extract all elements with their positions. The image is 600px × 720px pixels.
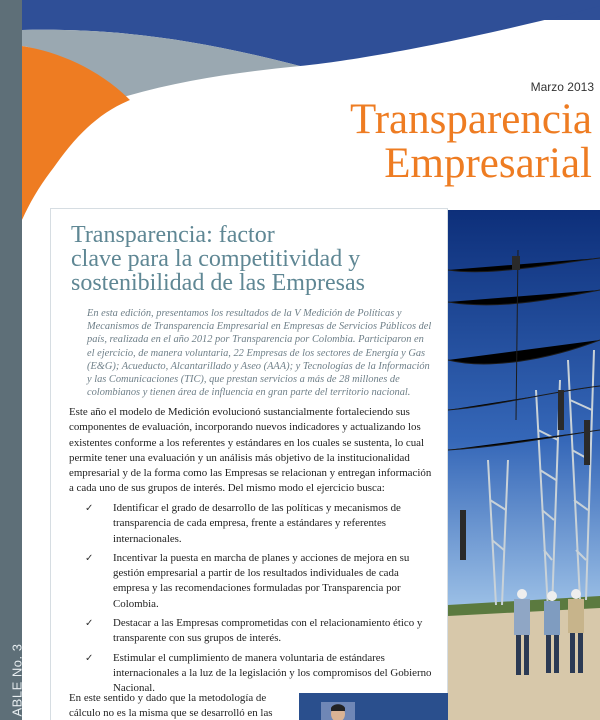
list-item <box>85 616 435 647</box>
list-item-text: Incentivar la puesta en marcha de planes y acciones de mejora en su gestión empresarial a partir de los resultados individuales de cada empresa y las recomendaciones formuladas por Transparencia por Colombia. <box>113 551 410 610</box>
list-item <box>85 501 435 547</box>
list-item <box>85 651 435 697</box>
headline-line-3: sostenibilidad de las Empresas <box>71 270 365 296</box>
substation-photo <box>448 210 600 720</box>
portrait-image <box>321 702 355 720</box>
check-icon: ✓ <box>85 552 94 564</box>
list-item-text: Estimular el cumplimiento de manera voluntaria de estándares internacionales a la luz de la legislación y los compromisos del Gobierno Nacional. <box>113 651 432 695</box>
title-line-2: Empresarial <box>384 140 592 187</box>
list-item <box>85 551 435 612</box>
headline-line-2: clave para la competitividad y <box>71 246 361 272</box>
left-spine <box>0 0 22 720</box>
check-icon: ✓ <box>85 652 94 664</box>
article-headline <box>71 223 441 295</box>
article-body: Este año el modelo de Medición evolucionó sustancialmente fortaleciendo sus componentes de evaluación, incorporando nuevos indicadores y actualizando los existentes conforme a los referentes y estándares en los cuales se sustenta, lo cual permite tener una evaluación y un análisis más objetivo de la institucionalidad empresarial y de la forma como las Empresas se relacionan y entregan información a cada uno de sus grupos de interés. Del mismo modo el ejercicio busca: <box>69 406 432 495</box>
spine-label: ABLE No. 3 <box>9 643 25 717</box>
check-icon: ✓ <box>85 618 94 630</box>
article-box <box>50 208 448 720</box>
newsletter-title <box>350 98 592 186</box>
top-blue-band <box>0 0 600 20</box>
issue-date: Marzo 2013 <box>530 80 594 94</box>
headline-line-1: Transparencia: factor <box>71 222 275 248</box>
list-item-text: Destacar a las Empresas comprometidas con el relacionamiento ético y transparente con sus grupos de interés. <box>113 617 423 645</box>
article-closing: En este sentido y dado que la metodología de cálculo no es la misma que se desarrolló en las <box>69 692 273 720</box>
article-intro: En esta edición, presentamos los resultados de la V Medición de Políticas y Mecanismos de Transparencia Empresarial en Empresas de Servicios Públicos del país, realizada en el año 2012 por Transparencia por Colombia. Participaron en el ejercicio, de manera voluntaria, 22 Empresas de los sectores de Energía y Gas (E&G); Acueducto, Alcantarillado y Aseo (AAA); y Tecnologías de la Información y las Comunicaciones (TIC), que prestan servicios a más de 28 millones de colombianos y tienen área de influencia en gran parte del territorio nacional. <box>87 308 432 399</box>
title-line-1: Transparencia <box>349 96 592 143</box>
list-item-text: Identificar el grado de desarrollo de las políticas y mecanismos de transparencia de cada empresa, frente a estándares y referentes internacionales. <box>113 502 401 545</box>
objectives-list <box>85 501 435 701</box>
check-icon: ✓ <box>85 503 94 514</box>
